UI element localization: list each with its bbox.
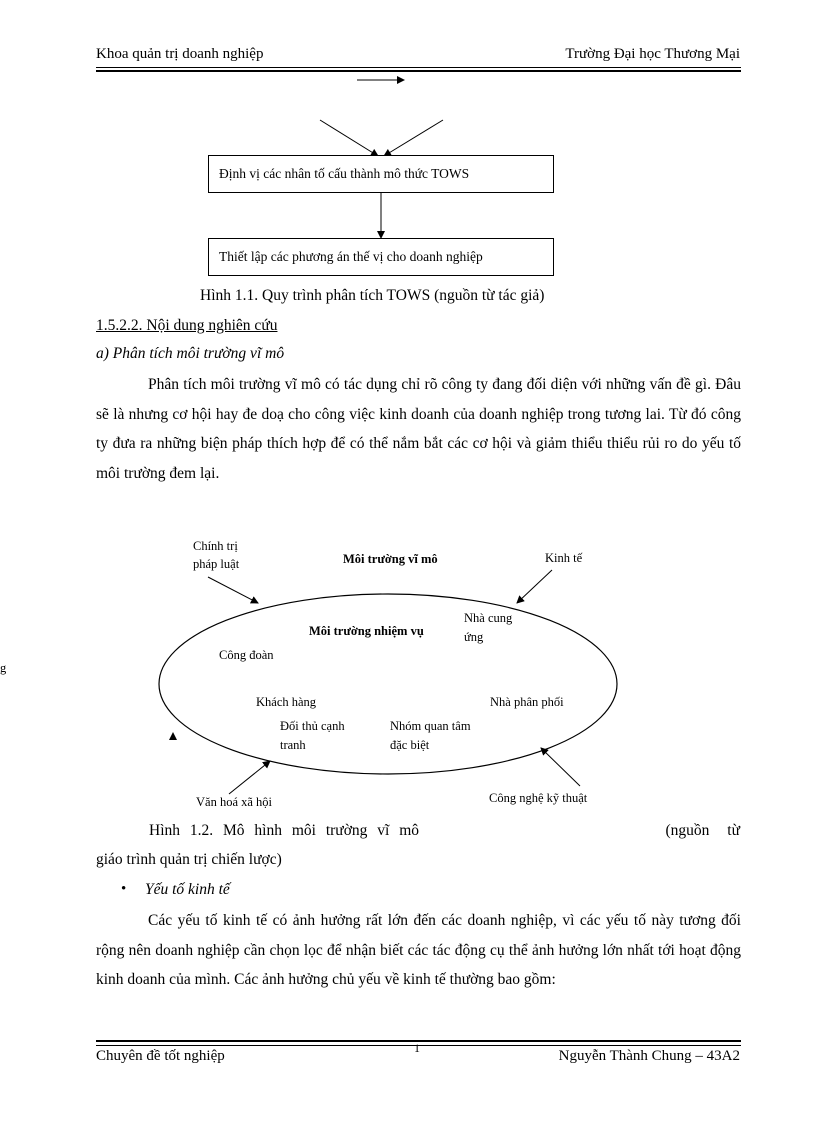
figure2-caption-right: (nguồn từ: [665, 822, 740, 839]
label-distributor: Nhà phân phối: [490, 695, 564, 709]
label-competitor-2: tranh: [280, 738, 306, 752]
label-politics-1: Chính trị: [193, 539, 238, 553]
flow-box-tows-text: Định vị các nhân tố cấu thành mô thức TOWS: [219, 166, 470, 181]
label-supplier-1: Nhà cung: [464, 611, 513, 625]
header-left: Khoa quản trị doanh nghiệp: [96, 46, 264, 62]
arrow-economy: [517, 570, 552, 603]
arrow-politics: [208, 577, 258, 603]
flow-box-options: [208, 238, 554, 276]
economy-paragraph: [96, 906, 741, 995]
economy-bullet: Yếu tố kinh tế: [145, 881, 230, 898]
bullet-dot: •: [121, 881, 127, 897]
label-supplier-2: ứng: [464, 630, 484, 644]
footer-right: Nguyễn Thành Chung – 43A2: [558, 1048, 740, 1064]
macro-paragraph-text: Phân tích môi trường vĩ mô có tác dụng chỉ rõ công ty đang đối diện với những vấn đề gì. Đâu sẽ là nhưng cơ hội hay đe doạ cho công việc kinh doanh của doanh nghiệp trong tương lai. Từ đó công ty đưa ra những biện pháp thích hợp để có thể nắm bắt các cơ hội và giảm thiểu thiểu rủi ro do yếu tố môi trường đem lại.: [96, 376, 741, 482]
figure1-caption: Hình 1.1. Quy trình phân tích TOWS (nguồn từ tác giả): [200, 287, 545, 304]
label-interest-2: đặc biệt: [390, 738, 430, 752]
section-subheading: a) Phân tích môi trường vĩ mô: [96, 345, 285, 362]
arrow-culture: [229, 761, 270, 794]
label-union: Công đoàn: [219, 648, 274, 662]
flow-box-tows: [208, 155, 554, 193]
flow-box-options-text: Thiết lập các phương án thế vị cho doanh nghiệp: [219, 249, 483, 264]
label-interest-1: Nhóm quan tâm: [390, 719, 471, 733]
header-right: Trường Đại học Thương Mại: [565, 46, 740, 62]
task-title: Môi trường nhiệm vụ: [309, 624, 424, 638]
small-triangle-marker: [169, 732, 177, 740]
figure2-caption-line2: giáo trình quản trị chiến lược): [96, 851, 282, 868]
footer-left: Chuyên đề tốt nghiệp: [96, 1048, 225, 1064]
section-heading: 1.5.2.2. Nội dung nghiên cứu: [96, 317, 278, 334]
stray-glyph: g: [0, 661, 7, 675]
converge-arrow-right: [384, 120, 443, 156]
label-customers: Khách hàng: [256, 695, 317, 709]
label-politics-2: pháp luật: [193, 557, 240, 571]
label-culture: Văn hoá xã hội: [196, 795, 273, 809]
label-competitor-1: Đối thủ cạnh: [280, 719, 345, 733]
figure2-caption-left: Hình 1.2. Mô hình môi trường vĩ mô: [149, 822, 420, 839]
arrow-technology: [541, 748, 580, 786]
economy-paragraph-text: Các yếu tố kinh tế có ảnh hưởng rất lớn đến các doanh nghiệp, vì các yếu tố này tương đối rộng nên doanh nghiệp cần chọn lọc để nhận biết các tác động cụ thể ảnh hưởng lớn nhất tới hoạt động kinh doanh của mình. Các ảnh hưởng chủ yếu về kinh tế thường bao gồm:: [96, 912, 741, 988]
macro-title: Môi trường vĩ mô: [343, 552, 438, 566]
converge-arrow-left: [320, 120, 378, 156]
macro-paragraph: [96, 370, 741, 488]
label-economy: Kinh tế: [545, 551, 583, 565]
page-number: 1: [414, 1041, 420, 1055]
task-environment-ellipse: [159, 594, 617, 774]
label-technology: Công nghệ kỹ thuật: [489, 791, 588, 805]
